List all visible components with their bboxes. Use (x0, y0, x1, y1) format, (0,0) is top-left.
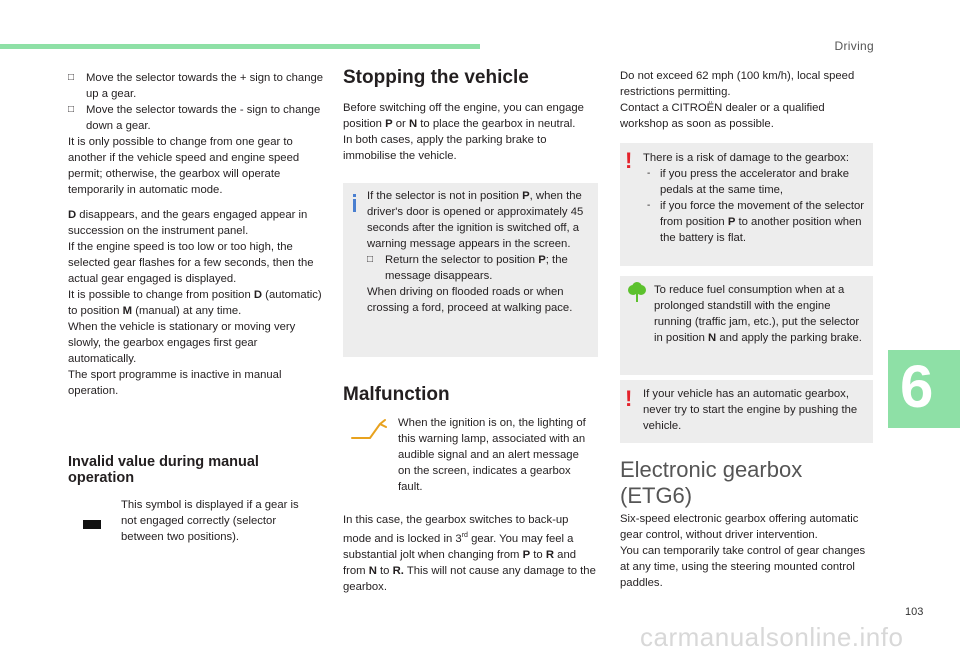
stopping-text (343, 100, 598, 164)
eco-text: To reduce fuel consumption when at a prolonged standstill with the engine running (traffic jam, etc.), put the selector in position N and apply the parking brake. (654, 284, 862, 344)
etg-title: Electronic gearbox (ETG6) (620, 457, 803, 508)
column-left (68, 70, 326, 399)
bullet-text: Move the selector towards the + sign to change up a gear. (86, 72, 324, 100)
paragraph: Do not exceed 62 mph (100 km/h), local speed restrictions permitting. (620, 70, 855, 98)
paragraph: Six-speed electronic gearbox offering automatic gear control, without driver intervention. (620, 513, 859, 541)
page-number: 103 (905, 606, 924, 618)
paragraph: When the vehicle is stationary or moving very slowly, the gearbox engages first gear automatically. (68, 321, 296, 365)
eco-tree-icon (626, 282, 648, 304)
paragraph: If the selector is not in position P, when the driver's door is opened or approximately 45 seconds after the ignition is switched off, a warning message appears in the screen. (367, 190, 584, 250)
bullet-icon: □ (68, 104, 75, 115)
etg-text (620, 511, 875, 591)
bullet-text: Move the selector towards the - sign to change down a gear. (86, 104, 321, 132)
list-item (68, 70, 326, 102)
paragraph: When driving on flooded roads or when crossing a ford, proceed at walking pace. (367, 286, 573, 314)
warning-icon: ! (625, 148, 633, 173)
warning-icon: ! (625, 386, 633, 411)
info-text (367, 188, 594, 316)
paragraph: You can temporarily take control of gear changes at any time, using the steering mounted control paddles. (620, 545, 866, 589)
info-icon-dot (353, 194, 356, 197)
section-title: Driving (834, 39, 874, 53)
paragraph: There is a risk of damage to the gearbox: (643, 152, 849, 164)
gear-invalid-symbol-icon (83, 520, 101, 529)
paragraph: The sport programme is inactive in manual operation. (68, 369, 282, 397)
paragraph: Contact a CITROËN dealer or a qualified workshop as soon as possible. (620, 102, 825, 130)
malfunction-text: When the ignition is on, the lighting of this warning lamp, associated with an audible signal and an alert message on the screen, indicates a gearbox fault. (398, 417, 586, 493)
warning-text (643, 150, 869, 246)
stopping-title: Stopping the vehicle (343, 67, 529, 88)
paragraph: Before switching off the engine, you can engage position P or N to place the gearbox in neutral. (343, 102, 584, 130)
paragraph: D disappears, and the gears engaged appear in succession on the instrument panel. (68, 209, 308, 237)
bullet-icon: □ (367, 254, 374, 265)
info-icon (353, 199, 356, 212)
bullet-icon: □ (68, 72, 75, 83)
warning-text-2: If your vehicle has an automatic gearbox, never try to start the engine by pushing the vehicle. (643, 388, 858, 432)
column-right-text (620, 68, 875, 132)
list-item: - if you press the accelerator and brake pedals at the same time, (647, 168, 850, 196)
paragraph: In both cases, apply the parking brake to immobilise the vehicle. (343, 134, 547, 162)
list-item: - if you force the movement of the selector from position P to another position when the battery is flat. (647, 200, 865, 244)
invalid-value-heading: Invalid value during manual operation (68, 454, 259, 486)
header-accent-bar (0, 44, 480, 49)
paragraph: It is possible to change from position D (automatic) to position M (manual) at any time. (68, 289, 322, 317)
watermark: carmanualsonline.info (640, 622, 904, 649)
malfunction-title: Malfunction (343, 384, 450, 405)
paragraph: In this case, the gearbox switches to back-up mode and is locked in 3rd gear. You may feel a substantial jolt when changing from P to R and from N to R. This will not cause any damage to the gearbox. (343, 514, 596, 593)
list-item (68, 102, 326, 134)
paragraph: This symbol is displayed if a gear is not engaged correctly (selector between two positions). (121, 499, 299, 543)
paragraph: If the engine speed is too low or too high, the selected gear flashes for a few seconds, then the actual gear engaged is displayed. (68, 241, 314, 285)
chapter-number: 6 (900, 353, 934, 420)
list-item: □ Return the selector to position P; the message disappears. (367, 254, 568, 282)
paragraph: It is only possible to change from one gear to another if the vehicle speed and engine speed permit; otherwise, the gearbox will operate temporarily in automatic mode. (68, 136, 300, 196)
gearbox-fault-lamp-icon (350, 418, 388, 442)
